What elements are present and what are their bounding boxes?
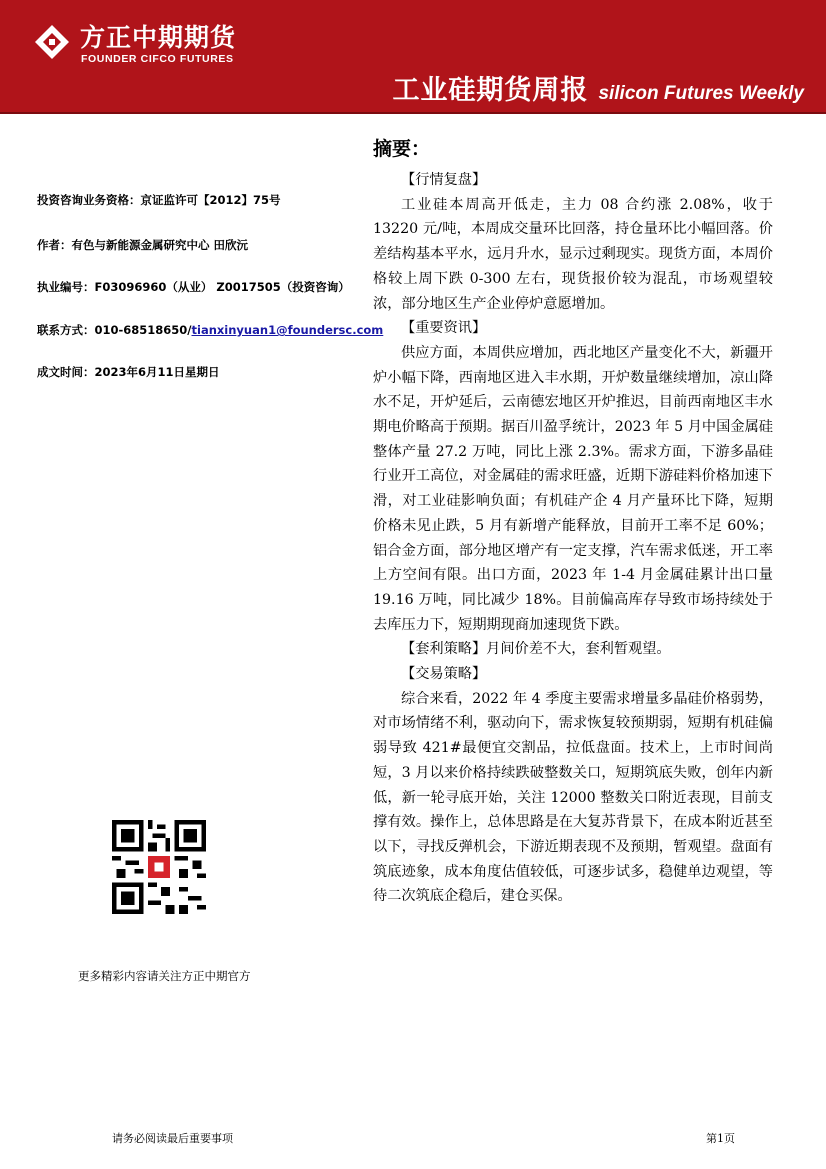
cert-number: 执业编号：F03096960（从业） Z0017505（投资咨询） [37, 280, 350, 294]
contact-email-link[interactable]: tianxinyuan1@foundersc.com [191, 323, 384, 337]
author-info: 作者：有色与新能源金属研究中心 田欣沅 [37, 238, 249, 252]
summary-content [373, 168, 773, 909]
section-inline-text: 月间价差不大，套利暂观望。 [486, 641, 671, 658]
footer-notice: 请务必阅读最后重要事项 [112, 1132, 233, 1145]
publish-date: 成文时间：2023年6月11日星期日 [37, 365, 220, 379]
summary-title: 摘要： [373, 138, 431, 160]
brand-name-cn: 方正中期期货 [80, 23, 237, 52]
qr-code-icon [112, 820, 206, 914]
brand-name-en: FOUNDER CIFCO FUTURES [81, 53, 234, 65]
section-body: 供应方面，本周供应增加，西北地区产量变化不大，新疆开炉小幅下降，西南地区进入丰水期，开炉数量继续增加，凉山降水不足，开炉延后，云南德宏地区开炉推迟，目前西南地区丰水期电价略高于预期。据百川盈孚统计，2023 年 5 月中国金属硅整体产量 27.2 万吨，同比上涨 2.3%。需求方面，下游多晶硅行业开工高位，对金属硅的需求旺盛，近期下游硅料价格加速下滑，对工业硅影响负面；有机硅产企 4 月产量环比下降，短期价格未见止跌，5 月有新增产能释放，目前开工率不足 60%；铝合金方面，部分地区增产有一定支撑，汽车需求低迷，开工率上方空间有限。出口方面，2023 年 1-4 月金属硅累计出口量 19.16 万吨，同比减少 18%。目前偏高库存导致市场持续处于去库压力下，短期期现商加速现货下跌。 [373, 344, 773, 633]
contact-info [37, 322, 383, 338]
section-heading: 【重要资讯】 [401, 320, 487, 337]
section-body: 工业硅本周高开低走，主力 08 合约涨 2.08%，收于 13220 元/吨，本周成交量环比回落，持仓量环比小幅回落。价差结构基本平水，远月升水，显示过剩现实。现货方面，本周价格较上周下跌 0-300 左右，现货报价较为混乱，市场观望较浓，部分地区生产企业停炉意愿增加。 [373, 196, 773, 312]
section-body: 综合来看，2022 年 4 季度主要需求增量多晶硅价格弱势，对市场情绪不利，驱动向下，需求恢复较预期弱，短期有机硅偏弱导致 421#最便宜交割品，拉低盘面。技术上，上市时间尚短，3 月以来价格持续跌破整数关口，短期筑底失败，创年内新低，新一轮寻底开始，关注 12000 整数关口附近表现，目前支撑有效。操作上，总体思路是在大复苏背景下，在成本附近甚至以下，寻找反弹机会，下游近期表现不及预期，暂观望。盘面有筑底迹象，成本角度估值较低，可逐步试多，稳健单边观望，等待二次筑底企稳后，建仓买保。 [373, 690, 773, 905]
section-heading: 【行情复盘】 [401, 172, 487, 188]
contact-phone: 联系方式：010-68518650/ [37, 323, 192, 337]
report-title-cn: 工业硅期货周报 [392, 75, 589, 106]
founder-logo-icon [34, 24, 70, 60]
report-header [0, 0, 826, 114]
section-heading: 【交易策略】 [401, 666, 487, 683]
license-info: 投资咨询业务资格：京证监许可【2012】75号 [37, 193, 281, 207]
page-number: 第1页 [706, 1132, 735, 1145]
section-heading: 【套利策略】 [401, 641, 487, 658]
report-title [392, 68, 804, 107]
report-title-en: silicon Futures Weekly [598, 83, 804, 104]
qr-caption: 更多精彩内容请关注方正中期官方 [78, 969, 251, 983]
section-heading-inline [373, 637, 773, 662]
